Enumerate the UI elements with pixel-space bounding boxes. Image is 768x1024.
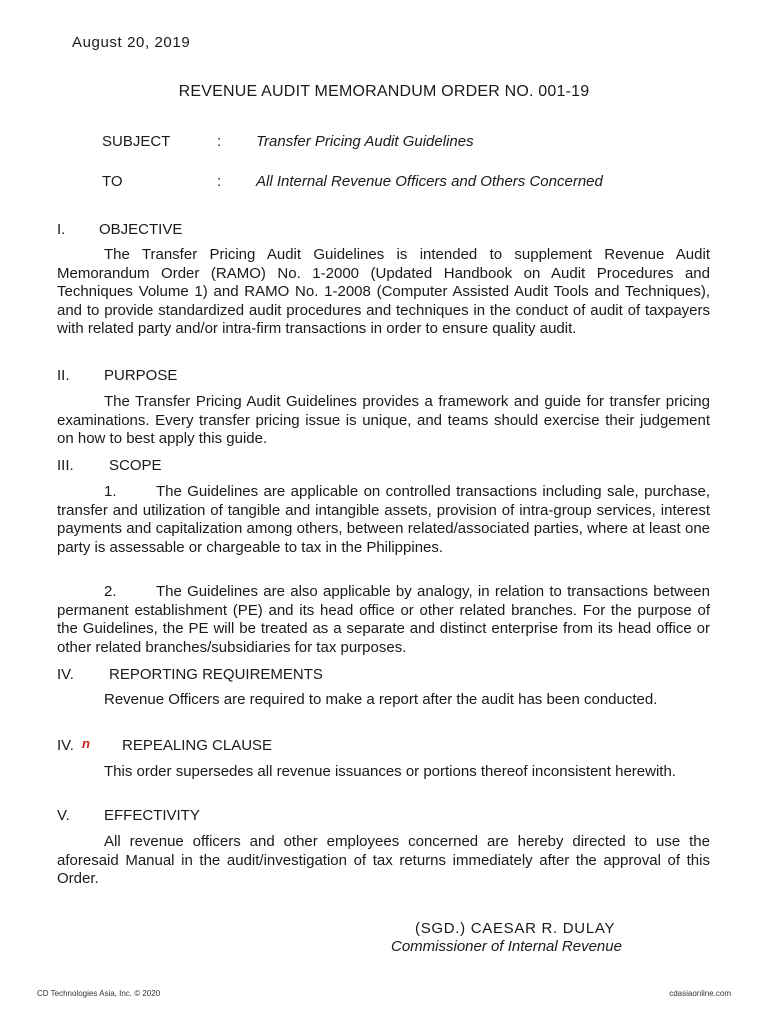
- scope-item-text: The Guidelines are also applicable by analogy, in relation to transactions between permanent establishment (PE) and its head office or other related branches. For the purpose of the Guidelines, the PE will be treated as a separate and distinct enterprise from its head office or other related branches/subsidiaries for tax purposes.: [57, 583, 710, 656]
- scope-item-number: 2.: [104, 583, 117, 600]
- section-heading: PURPOSE: [104, 367, 178, 384]
- subject-colon: :: [217, 133, 222, 150]
- objective-paragraph: The Transfer Pricing Audit Guidelines is intended to supplement Revenue Audit Memorandum Order (RAMO) No. 1-2000 (Updated Handbook on Audit Procedures and Techniques Volume 1) and RAMO No. 1-2008 (Computer Assisted Audit Tools and Techniques), and to provide standardized audit procedures and techniques in the conduct of audit of taxpayers with related party and/or intra-firm transactions in order to ensure quality audit.: [57, 246, 710, 337]
- section-heading: EFFECTIVITY: [104, 807, 200, 824]
- repealing-paragraph: This order supersedes all revenue issuances or portions thereof inconsistent herewith.: [104, 763, 676, 780]
- section-number: I.: [57, 221, 66, 238]
- footer-copyright: CD Technologies Asia, Inc. © 2020: [37, 989, 161, 998]
- subject-label: SUBJECT: [102, 133, 171, 150]
- subject-value: Transfer Pricing Audit Guidelines: [256, 133, 474, 150]
- to-label: TO: [102, 173, 123, 190]
- scope-item: [57, 583, 710, 657]
- handwritten-annotation: n: [82, 736, 90, 751]
- section-number: IV.: [57, 737, 74, 754]
- section-heading: OBJECTIVE: [99, 221, 183, 238]
- section-heading: REPORTING REQUIREMENTS: [109, 666, 323, 683]
- reporting-paragraph: Revenue Officers are required to make a report after the audit has been conducted.: [104, 691, 658, 708]
- purpose-paragraph: The Transfer Pricing Audit Guidelines provides a framework and guide for transfer pricing examinations. Every transfer pricing issue is unique, and teams should exercise their judgement on how to best apply this guide.: [57, 393, 710, 447]
- scope-item-text: The Guidelines are applicable on controlled transactions including sale, purchase, transfer and utilization of tangible and intangible assets, provision of intra-group services, interest payments and capitalization among others, between related/associated parties, where at least one party is assessable or chargeable to tax in the Philippines.: [57, 483, 710, 556]
- section-number: V.: [57, 807, 70, 824]
- footer-website[interactable]: cdasiaonline.com: [669, 989, 731, 998]
- section-heading: REPEALING CLAUSE: [122, 737, 273, 754]
- to-colon: :: [217, 173, 222, 190]
- to-value: All Internal Revenue Officers and Others Concerned: [256, 173, 603, 190]
- section-number: IV.: [57, 666, 74, 683]
- section-heading: SCOPE: [109, 457, 162, 474]
- document-date: August 20, 2019: [72, 34, 191, 51]
- section-number: II.: [57, 367, 70, 384]
- signatory-name: (SGD.) CAESAR R. DULAY: [415, 920, 616, 937]
- effectivity-paragraph: All revenue officers and other employees concerned are hereby directed to use the aforesaid Manual in the audit/investigation of tax returns immediately after the approval of this Order.: [57, 833, 710, 887]
- signatory-title: Commissioner of Internal Revenue: [391, 938, 622, 955]
- scope-item: [57, 483, 710, 557]
- scope-item-number: 1.: [104, 483, 117, 500]
- document-title: REVENUE AUDIT MEMORANDUM ORDER NO. 001-19: [178, 83, 590, 100]
- section-number: III.: [57, 457, 74, 474]
